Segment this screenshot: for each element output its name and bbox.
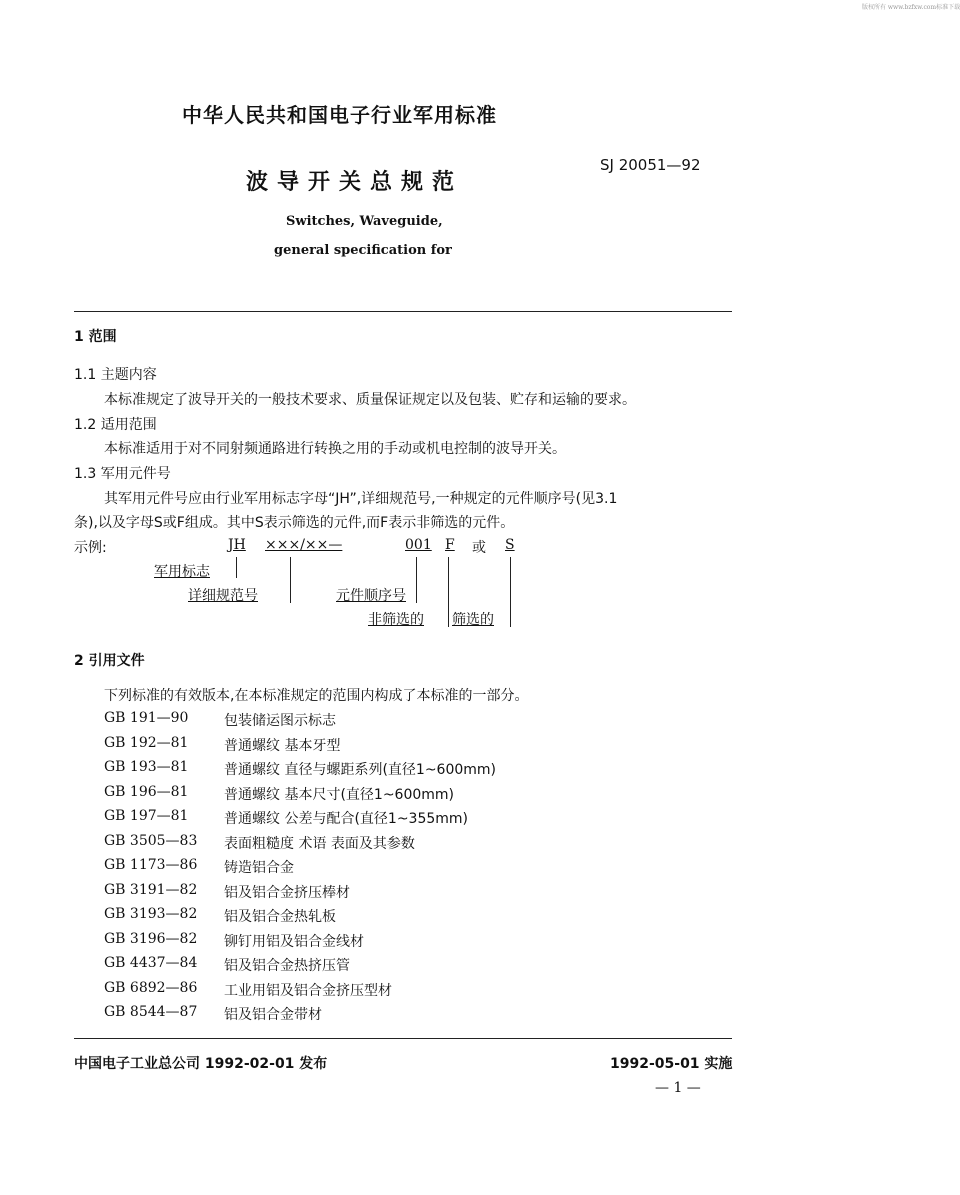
reference-code: GB 191—90: [104, 710, 189, 726]
label-military-mark: 军用标志: [154, 564, 210, 580]
reference-code: GB 197—81: [104, 808, 189, 824]
reference-code: GB 3191—82: [104, 881, 198, 898]
footer-divider: [74, 1038, 732, 1039]
bracket-line-f: [448, 557, 449, 627]
reference-title: 铝及铝合金带材: [224, 1007, 322, 1023]
bracket-line-jh: [236, 557, 237, 578]
bracket-line-s: [510, 557, 511, 627]
reference-code: GB 4437—84: [104, 955, 198, 971]
label-non-screened: 非筛选的: [368, 612, 424, 628]
example-spec: ×××/××—: [265, 537, 343, 553]
reference-title: 工业用铝及铝合金挤压型材: [224, 982, 392, 999]
reference-code: GB 192—81: [104, 734, 189, 751]
reference-code: GB 6892—86: [104, 979, 198, 996]
reference-title: 铝及铝合金挤压棒材: [224, 884, 350, 901]
example-jh: JH: [228, 537, 246, 553]
example-s: S: [505, 537, 515, 553]
reference-title: 普通螺纹 直径与螺距系列(直径1~600mm): [224, 762, 497, 778]
s1-1-heading: 1.1 主题内容: [74, 367, 157, 383]
reference-title: 普通螺纹 公差与配合(直径1~355mm): [224, 811, 469, 827]
reference-code: GB 193—81: [104, 759, 189, 775]
en-title-line1: Switches, Waveguide,: [286, 214, 443, 229]
corner-note: 版权所有 www.bzfxw.com标准下载: [862, 4, 960, 11]
reference-code: GB 3193—82: [104, 906, 198, 922]
s1-2-heading: 1.2 适用范围: [74, 417, 157, 433]
reference-title: 包装储运图示标志: [224, 713, 336, 729]
reference-code: GB 1173—86: [104, 857, 198, 873]
org-title: 中华人民共和国电子行业军用标准: [182, 103, 497, 127]
std-number: SJ 20051—92: [600, 156, 701, 174]
page-number: — 1 —: [655, 1080, 701, 1096]
reference-title: 普通螺纹 基本尺寸(直径1~600mm): [224, 786, 455, 803]
section2-heading: 2 引用文件: [74, 653, 145, 669]
footer-issuer: 中国电子工业总公司 1992-02-01 发布: [74, 1056, 328, 1072]
reference-code: GB 3196—82: [104, 930, 198, 947]
example-or: 或: [472, 540, 486, 556]
reference-title: 铝及铝合金热轧板: [224, 909, 336, 925]
example-seq: 001: [405, 537, 432, 553]
reference-code: GB 3505—83: [104, 832, 198, 849]
s1-3-text-line1: 其军用元件号应由行业军用标志字母“JH”,详细规范号,一种规定的元件顺序号(见3.1: [104, 491, 618, 507]
label-detail-spec: 详细规范号: [188, 588, 258, 604]
reference-title: 铆钉用铝及铝合金线材: [224, 933, 364, 950]
reference-code: GB 196—81: [104, 783, 189, 800]
reference-title: 表面粗糙度 术语 表面及其参数: [224, 835, 415, 852]
header-divider: [74, 311, 732, 312]
footer-effective: 1992-05-01 实施: [610, 1056, 733, 1072]
label-seq: 元件顺序号: [336, 588, 406, 604]
section1-heading: 1 范围: [74, 329, 117, 345]
section2-intro: 下列标准的有效版本,在本标准规定的范围内构成了本标准的一部分。: [104, 688, 529, 704]
reference-title: 铝及铝合金热挤压管: [224, 958, 350, 974]
reference-title: 普通螺纹 基本牙型: [224, 737, 341, 754]
s1-3-heading: 1.3 军用元件号: [74, 466, 171, 482]
s1-3-text-line2: 条),以及字母S或F组成。其中S表示筛选的元件,而F表示非筛选的元件。: [74, 515, 515, 531]
bracket-line-spec: [290, 557, 291, 603]
en-title-line2: general specification for: [274, 243, 452, 258]
doc-title: 波导开关总规范: [246, 170, 464, 195]
label-screened: 筛选的: [452, 612, 494, 628]
s1-1-text: 本标准规定了波导开关的一般技术要求、质量保证规定以及包装、贮存和运输的要求。: [104, 392, 636, 408]
s1-2-text: 本标准适用于对不同射频通路进行转换之用的手动或机电控制的波导开关。: [104, 441, 566, 457]
bracket-line-seq: [416, 557, 417, 603]
example-label: 示例:: [74, 540, 107, 556]
reference-code: GB 8544—87: [104, 1004, 198, 1020]
example-f: F: [445, 537, 455, 553]
reference-title: 铸造铝合金: [224, 860, 294, 876]
